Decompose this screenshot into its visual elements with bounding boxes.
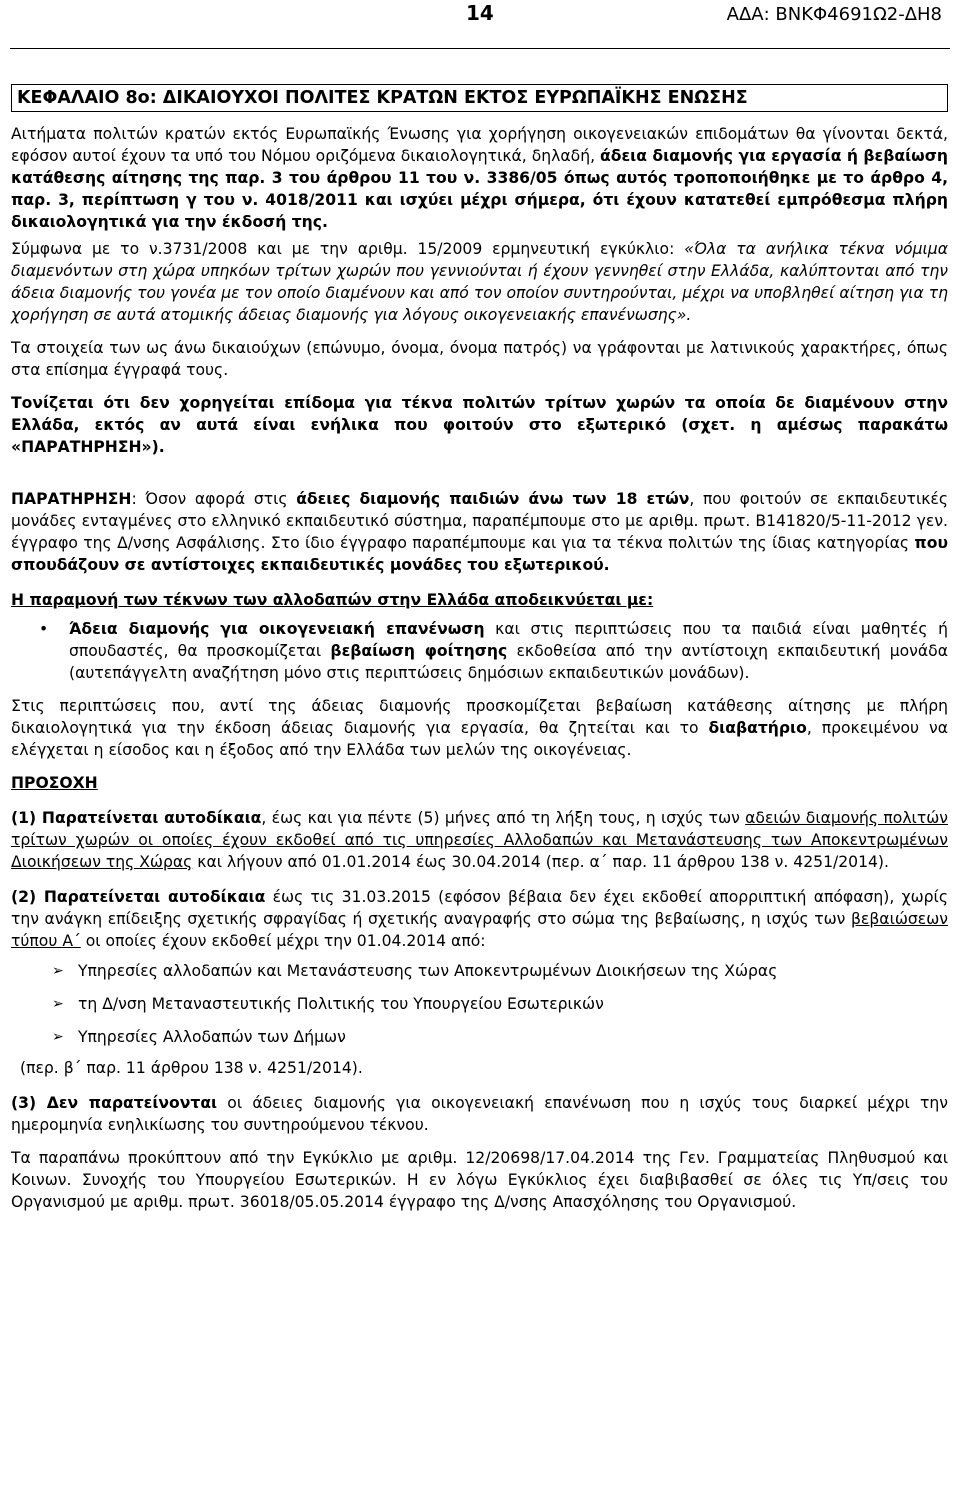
page-number: 14 (466, 1, 494, 25)
proof-list (11, 618, 948, 684)
proof-heading: Η παραμονή των τέκνων των αλλοδαπών στην Ελλάδα αποδεικνύεται με: (11, 591, 654, 609)
agencies-reference: (περ. β΄ παρ. 11 άρθρου 138 ν. 4251/2014). (20, 1059, 363, 1077)
latin-names-paragraph: Τα στοιχεία των ως άνω δικαιούχων (επώνυμο, όνομα, όνομα πατρός) να γράφονται με λατινικούς χαρακτήρες, όπως στα επίσημα έγγραφά τους. (11, 339, 948, 379)
agencies-list (11, 960, 948, 1048)
attention-heading: ΠΡΟΣΟΧΗ (11, 774, 98, 792)
document-body (11, 84, 948, 1213)
list-item: • Άδεια διαμονής για οικογενειακή επανένωση και στις περιπτώσεις που τα παιδιά είναι μαθητές ή σπουδαστές, θα προσκομίζεται βεβαίωση φοίτησης εκδοθείσα από την αντίστοιχη εκπαιδευτική μονάδα (αυτεπάγγελτη αναζήτηση μόνο στις περιπτώσεις δημόσιων εκπαιδευτικών μονάδων). (39, 620, 948, 682)
note-label: ΠΑΡΑΤΗΡΗΣΗ (11, 490, 132, 508)
attention-item-2: (2) Παρατείνεται αυτοδίκαια έως τις 31.03.2015 (εφόσον βέβαια δεν έχει εκδοθεί απορριπτική απόφαση), χωρίς την ανάγκη επίδειξης σχετικής σφραγίδας ή σχετικής αναγραφής στο σώμα της βεβαίωσης, η ισχύς των βεβαιώσεων τύπου Α΄ οι οποίες έχουν εκδοθεί μέχρι την 01.04.2014 από: (11, 888, 948, 950)
note-paragraph: ΠΑΡΑΤΗΡΗΣΗ: Όσον αφορά στις άδειες διαμονής παιδιών άνω των 18 ετών, που φοιτούν σε εκπαιδευτικές μονάδες ενταγμένες στο ελληνικό εκπαιδευτικό σύστημα, παραπέμπουμε στο με αριθμ. πρωτ. Β141820/5-11-2012 γεν. έγγραφο της Δ/νσης Ασφάλισης. Στο ίδιο έγγραφο παραπέμπουμε και για τα τέκνα πολιτών της ίδιας κατηγορίας που σπουδάζουν σε αντίστοιχες εκπαιδευτικές μονάδες του εξωτερικού. (11, 490, 948, 574)
list-item: ➢ τη Δ/νση Μεταναστευτικής Πολιτικής του Υπουργείου Εσωτερικών (52, 995, 604, 1013)
arrow-bullet-icon: ➢ (52, 963, 64, 979)
arrow-bullet-icon: ➢ (52, 1029, 64, 1045)
closing-paragraph: Τα παραπάνω προκύπτουν από την Εγκύκλιο με αριθμ. 12/20698/17.04.2014 της Γεν. Γραμματείας Πληθυσμού και Κοινων. Συνοχής του Υπουργείου Εσωτερικών. Η εν λόγω Εγκύκλιος έχει διαβιβασθεί σε όλες τις Υπ/σεις του Οργανισμού με αριθμ. πρωτ. 36018/05.05.2014 έγγραφο της Δ/νσης Απασχόλησης του Οργανισμού. (11, 1149, 948, 1211)
chapter-title: ΚΕΦΑΛΑΙΟ 8ο: ΔΙΚΑΙΟΥΧΟΙ ΠΟΛΙΤΕΣ ΚΡΑΤΩΝ ΕΚΤΟΣ ΕΥΡΩΠΑΪΚΗΣ ΕΝΩΣΗΣ (11, 84, 948, 112)
list-item: ➢ Υπηρεσίες αλλοδαπών και Μετανάστευσης των Αποκεντρωμένων Διοικήσεων της Χώρας (52, 962, 778, 980)
list-item: ➢ Υπηρεσίες Αλλοδαπών των Δήμων (52, 1028, 346, 1046)
circular-paragraph: Σύμφωνα με το ν.3731/2008 και με την αριθμ. 15/2009 ερμηνευτική εγκύκλιο: «Όλα τα ανήλικα τέκνα νόμιμα διαμενόντων στη χώρα υπηκόων τρίτων χωρών που γεννιούνται ή έχουν γεννηθεί στην Ελλάδα, καλύπτονται από την άδεια διαμονής του γονέα με τον οποίο διαμένουν και από τον οποίον συντηρούνται, μέχρι να υποβληθεί αίτηση για τη χορήγηση σε αυτά ατομικής άδειας διαμονής για λόγους οικογενειακής επανένωσης». (11, 240, 948, 324)
bullet-icon: • (39, 620, 49, 638)
attention-item-3: (3) Δεν παρατείνονται οι άδειες διαμονής για οικογενειακή επανένωση που η ισχύς τους διαρκεί μέχρι την ημερομηνία ενηλικίωσης του συντηρούμενου τέκνου. (11, 1094, 948, 1134)
ada-code: ΑΔΑ: ΒΝΚΦ4691Ω2-ΔΗ8 (726, 4, 942, 25)
attention-item-1: (1) Παρατείνεται αυτοδίκαια, έως και για πέντε (5) μήνες από τη λήξη τους, η ισχύς των αδειών διαμονής πολιτών τρίτων χωρών οι οποίες έχουν εκδοθεί από τις υπηρεσίες Αλλοδαπών και Μετανάστευσης των Αποκεντρωμένων Διοικήσεων της Χώρας και λήγουν από 01.01.2014 έως 30.04.2014 (περ. α΄ παρ. 11 άρθρου 138 ν. 4251/2014). (11, 809, 948, 871)
header-rule (10, 48, 950, 49)
intro-paragraph: Αιτήματα πολιτών κρατών εκτός Ευρωπαϊκής Ένωσης για χορήγηση οικογενειακών επιδομάτων θα γίνονται δεκτά, εφόσον αυτοί έχουν τα υπό του Νόμου οριζόμενα δικαιολογητικά, δηλαδή, άδεια διαμονής για εργασία ή βεβαίωση κατάθεσης αίτησης της παρ. 3 του άρθρου 11 του ν. 3386/05 όπως αυτός τροποποιήθηκε με το άρθρο 4, παρ. 3, περίπτωση γ του ν. 4018/2011 και ισχύει μέχρι σήμερα, ότι έχουν κατατεθεί εμπρόθεσμα πλήρη δικαιολογητικά για την έκδοσή της. (11, 125, 948, 231)
emphasis-paragraph: Τονίζεται ότι δεν χορηγείται επίδομα για τέκνα πολιτών τρίτων χωρών τα οποία δε διαμένουν στην Ελλάδα, εκτός αν αυτά είναι ενήλικα που φοιτούν στο εξωτερικό (σχετ. η αμέσως παρακάτω «ΠΑΡΑΤΗΡΗΣΗ»). (11, 394, 948, 456)
passport-paragraph: Στις περιπτώσεις που, αντί της άδειας διαμονής προσκομίζεται βεβαίωση κατάθεσης αίτησης με πλήρη δικαιολογητικά για την έκδοση άδειας διαμονής για εργασία, θα ζητείται και το διαβατήριο, προκειμένου να ελέγχεται η είσοδος και η έξοδος από την Ελλάδα των μελών της οικογένειας. (11, 697, 948, 759)
arrow-bullet-icon: ➢ (52, 996, 64, 1012)
